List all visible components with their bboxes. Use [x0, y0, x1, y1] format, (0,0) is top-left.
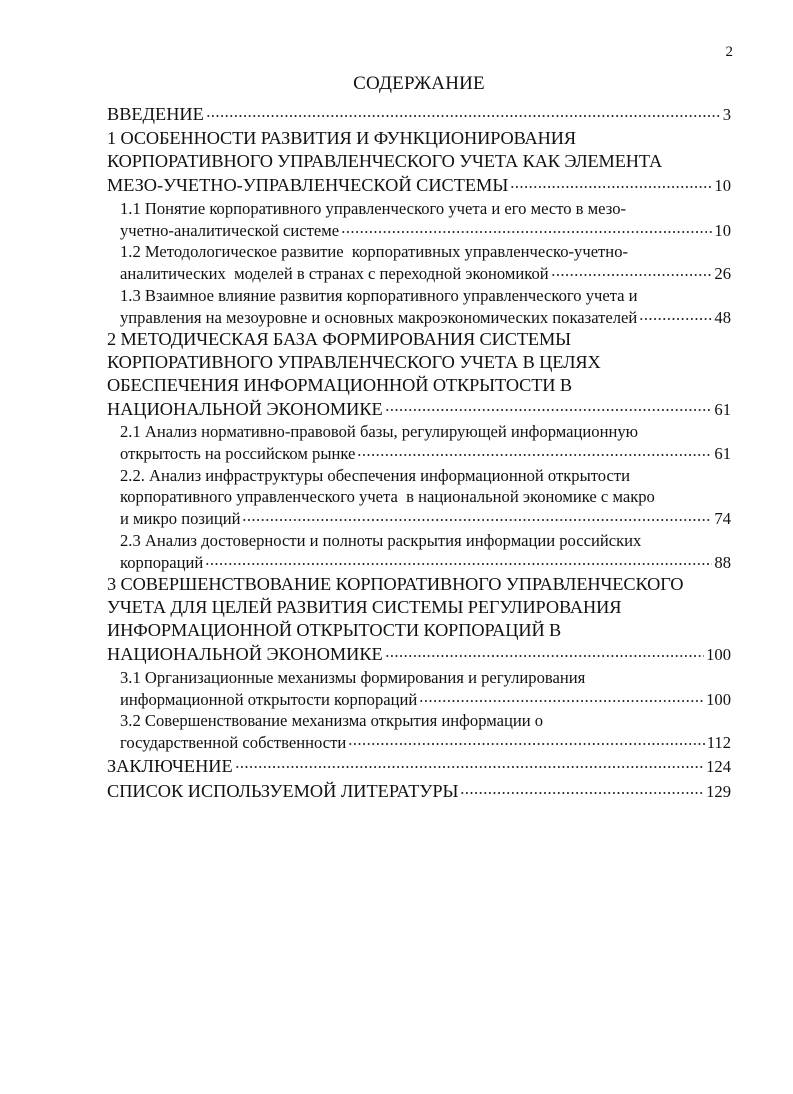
dot-leader [460, 779, 704, 797]
toc-entry-text: государственной собственности [120, 733, 347, 752]
toc-entry-line: корпоративного управленческого учета в национальной экономике с макро [120, 487, 655, 507]
toc-entry-final-line [120, 508, 731, 530]
toc-entry-line: ИНФОРМАЦИОННОЙ ОТКРЫТОСТИ КОРПОРАЦИЙ В [107, 619, 562, 640]
toc-entry-final-line [107, 753, 731, 778]
dot-leader [385, 396, 713, 414]
toc-entry-line: 1.3 Взаимное влияние развития корпоративного управленческого учета и [120, 285, 638, 305]
toc-page-number: 124 [706, 756, 731, 776]
toc-entry-line: 2.1 Анализ нормативно-правовой базы, регулирующей информационную [120, 422, 639, 442]
dot-leader [348, 731, 705, 748]
toc-page-number: 100 [706, 644, 731, 664]
toc-section-entry[interactable] [107, 667, 731, 710]
toc-entry-text: СПИСОК ИСПОЛЬЗУЕМОЙ ЛИТЕРАТУРЫ [107, 780, 459, 801]
toc-entry-text: управления на мезоуровне и основных макроэкономических показателей [120, 307, 638, 327]
toc-entry-text: МЕЗО-УЧЕТНО-УПРАВЛЕНЧЕСКОЙ СИСТЕМЫ [107, 174, 509, 195]
toc-section-entry[interactable] [107, 465, 731, 530]
toc-entry-line: 2.3 Анализ достоверности и полноты раскрытия информации российских [120, 530, 642, 550]
toc-page-number: 26 [714, 264, 731, 284]
toc-entry-final-line [107, 396, 731, 421]
toc-section-entry[interactable] [107, 285, 731, 328]
toc-page-number: 10 [714, 175, 731, 195]
toc-entry-line: 3 СОВЕРШЕНСТВОВАНИЕ КОРПОРАТИВНОГО УПРАВЛЕНЧЕСКОГО [107, 574, 684, 595]
toc-entry-line: 2 МЕТОДИЧЕСКАЯ БАЗА ФОРМИРОВАНИЯ СИСТЕМЫ [107, 329, 571, 349]
toc-chapter-entry[interactable] [107, 779, 731, 804]
page-number: 2 [725, 44, 733, 60]
toc-title: СОДЕРЖАНИЕ [353, 73, 485, 94]
toc-chapter-entry[interactable] [107, 127, 731, 198]
toc-entry-final-line [120, 551, 731, 573]
toc-page-number: 48 [714, 307, 731, 327]
toc-entry-line: 1.2 Методологическое развитие корпоративных управленческо-учетно- [120, 242, 629, 262]
dot-leader [341, 219, 712, 236]
dot-leader [205, 551, 712, 568]
toc-entry-text: ВВЕДЕНИЕ [107, 104, 204, 125]
toc-section-entry[interactable] [107, 530, 731, 573]
toc-page-number: 129 [706, 781, 731, 801]
toc-entry-final-line [107, 779, 731, 804]
toc-entry-text: корпораций [120, 552, 204, 572]
dot-leader [639, 306, 712, 323]
toc-entry-line: 3.1 Организационные механизмы формирования и регулирования [120, 667, 586, 687]
toc-entry-line: 2.2. Анализ инфраструктуры обеспечения информационной открытости [120, 465, 630, 485]
toc-entry-final-line [120, 688, 731, 710]
toc-entry-line: 1 ОСОБЕННОСТИ РАЗВИТИЯ И ФУНКЦИОНИРОВАНИЯ [107, 128, 576, 149]
toc-entry-text: и микро позиций [120, 509, 241, 529]
toc-entry-final-line [107, 102, 731, 127]
toc-page-number: 3 [722, 105, 731, 125]
toc-entry-final-line [120, 306, 731, 328]
toc-page-number: 88 [714, 552, 731, 572]
toc-entry-text: ЗАКЛЮЧЕНИЕ [107, 755, 233, 776]
toc-page-number: 100 [706, 689, 731, 709]
toc-page-number: 61 [714, 444, 731, 464]
toc-chapter-entry[interactable] [107, 328, 731, 421]
toc-page-number: 74 [714, 509, 731, 529]
toc-entry-text: аналитических моделей в странах с переходной экономикой [120, 264, 549, 284]
toc-chapter-entry[interactable] [107, 102, 731, 127]
toc-entry-text: учетно-аналитической системе [120, 220, 340, 240]
toc-chapter-entry[interactable] [107, 573, 731, 666]
toc-entry-text: открытость на российском рынке [120, 444, 356, 464]
dot-leader [357, 443, 712, 460]
dot-leader [419, 688, 704, 705]
toc-section-entry[interactable] [107, 198, 731, 241]
toc-section-entry[interactable] [107, 421, 731, 464]
toc-entry-line: КОРПОРАТИВНОГО УПРАВЛЕНЧЕСКОГО УЧЕТА КАК ЭЛЕМЕНТА [107, 150, 663, 171]
toc-entry-text: НАЦИОНАЛЬНОЙ ЭКОНОМИКЕ [107, 643, 383, 664]
toc-page-number: 112 [706, 733, 731, 752]
dot-leader [551, 263, 713, 280]
toc-entry-line: УЧЕТА ДЛЯ ЦЕЛЕЙ РАЗВИТИЯ СИСТЕМЫ РЕГУЛИРОВАНИЯ [107, 596, 622, 617]
toc-section-entry[interactable] [107, 241, 731, 284]
dot-leader [510, 173, 712, 191]
toc-entry-final-line [120, 263, 731, 285]
toc-entry-final-line [120, 443, 731, 465]
toc-entry-final-line [120, 731, 731, 753]
toc-entry-line: КОРПОРАТИВНОГО УПРАВЛЕНЧЕСКОГО УЧЕТА В ЦЕЛЯХ [107, 351, 601, 372]
toc-entry-line: 3.2 Совершенствование механизма открытия информации о [120, 711, 544, 730]
toc-section-entry[interactable] [107, 710, 731, 753]
toc-entry-final-line [120, 219, 731, 241]
toc-entry-final-line [107, 173, 731, 198]
dot-leader [242, 508, 712, 525]
toc-chapter-entry[interactable] [107, 753, 731, 778]
toc-page-number: 10 [714, 220, 731, 240]
toc-entry-final-line [107, 642, 731, 667]
toc-entry-text: НАЦИОНАЛЬНОЙ ЭКОНОМИКЕ [107, 398, 383, 419]
dot-leader [385, 642, 704, 660]
toc-page-number: 61 [714, 399, 731, 419]
table-of-contents [107, 102, 731, 804]
dot-leader [235, 753, 704, 771]
toc-entry-line: ОБЕСПЕЧЕНИЯ ИНФОРМАЦИОННОЙ ОТКРЫТОСТИ В [107, 374, 572, 395]
toc-entry-line: 1.1 Понятие корпоративного управленческого учета и его место в мезо- [120, 198, 627, 218]
toc-entry-text: информационной открытости корпораций [120, 689, 418, 709]
dot-leader [206, 102, 721, 120]
